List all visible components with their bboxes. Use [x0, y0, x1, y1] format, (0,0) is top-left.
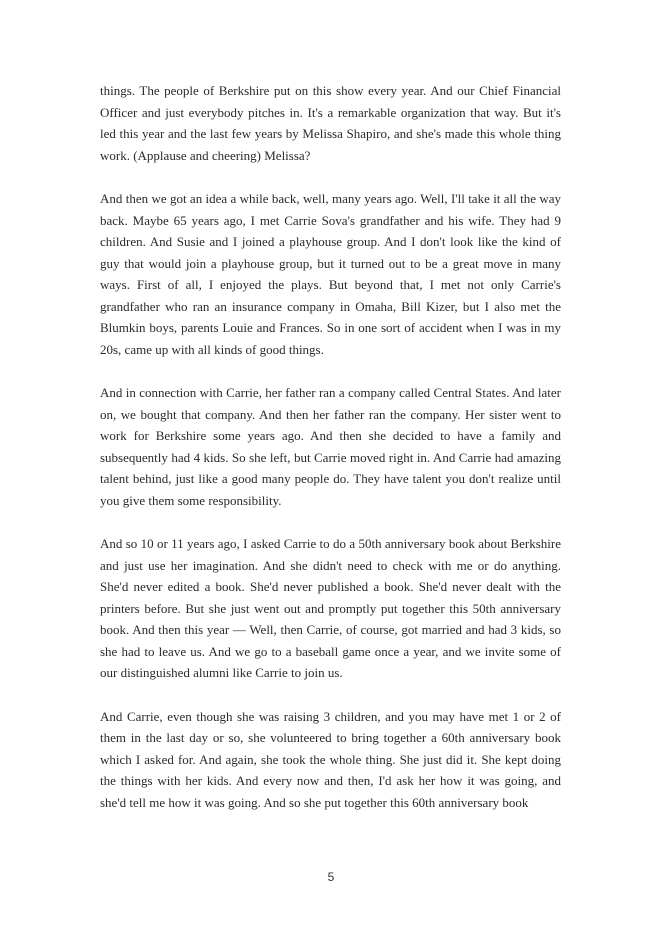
paragraph-5: And Carrie, even though she was raising 3 children, and you may have met 1 or 2 of them in the last day or so, she volunteered to bring together a 60th anniversary book which I asked for. And again, she took the whole thing. She just did it. She kept doing the things with her kids. And every now and then, I'd ask her how it was going, and she'd tell me how it was going. And so she put together this 60th anniversary book [100, 708, 561, 810]
paragraph-2: And then we got an idea a while back, well, many years ago. Well, I'll take it all the way back. Maybe 65 years ago, I met Carrie Sova's grandfather and his wife. They had 9 children. And Susie and I joined a playhouse group. And I don't look like the kind of guy that would join a playhouse group, but it turned out to be a great move in many ways. First of all, I enjoyed the plays. But beyond that, I met not only Carrie's grandfather who ran an insurance company in Omaha, Bill Kizer, but I also met the Blumkin boys, parents Louie and Frances. So in one sort of accident when I was in my 20s, came up with all kinds of good things. [100, 191, 561, 357]
page-number: 5 [327, 870, 335, 884]
paragraph-1: things. The people of Berkshire put on this show every year. And our Chief Financial Officer and just everybody pitches in. It's a remarkable organization that way. But it's led this year and the last few years by Melissa Shapiro, and she's made this whole thing work. (Applause and cheering) Melissa? [100, 83, 561, 163]
paragraph-4: And so 10 or 11 years ago, I asked Carrie to do a 50th anniversary book about Berkshire and just use her imagination. And she didn't need to check with me or do anything. She'd never edited a book. She'd never published a book. She'd never dealt with the printers before. But she just went out and promptly put together this 50th anniversary book. And then this year — Well, then Carrie, of course, got married and had 3 kids, so she had to leave us. And we go to a baseball game once a year, and we invite some of our distinguished alumni like Carrie to join us. [100, 536, 561, 680]
paragraph-3: And in connection with Carrie, her father ran a company called Central States. And later on, we bought that company. And then her father ran the company. Her sister went to work for Berkshire some years ago. And then she decided to have a family and subsequently had 4 kids. So she left, but Carrie moved right in. And Carrie had amazing talent behind, just like a good many people do. They have talent you don't realize until you give them some responsibility. [100, 385, 561, 508]
page-body [100, 80, 561, 835]
